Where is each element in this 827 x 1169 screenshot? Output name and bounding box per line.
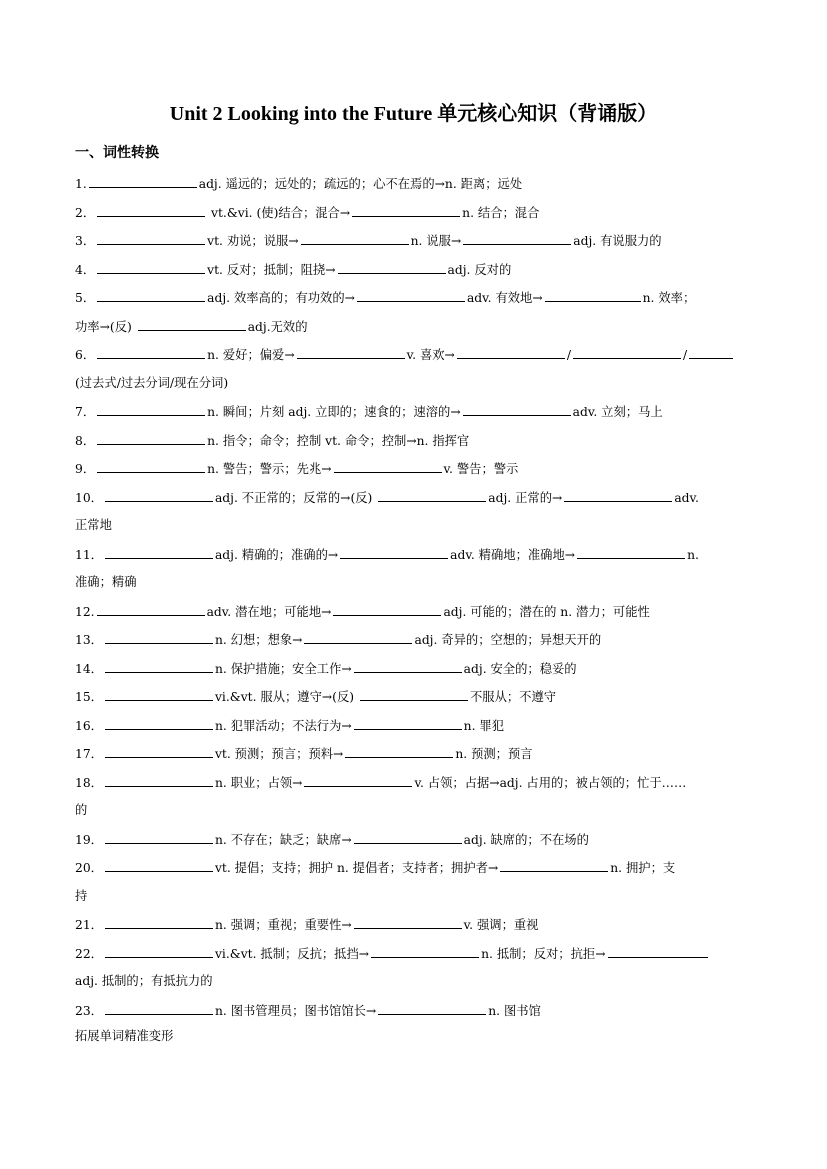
answer-blank[interactable] [304, 628, 412, 644]
answer-blank[interactable] [573, 343, 681, 359]
line-text: 4． [75, 262, 96, 277]
exercise-line [75, 885, 755, 914]
answer-blank[interactable] [333, 600, 441, 616]
line-text: n. 不存在；缺乏；缺席→ [214, 832, 352, 847]
answer-blank[interactable] [97, 201, 205, 217]
exercise-line [75, 771, 755, 800]
line-text: n. [687, 547, 699, 562]
line-text: n. 指令；命令；控制 vt. 命令；控制→n. 指挥官 [207, 433, 470, 448]
exercise-line [75, 999, 755, 1028]
exercise-line [75, 685, 755, 714]
line-text: 5． [75, 291, 96, 305]
answer-blank[interactable] [105, 486, 213, 502]
line-text: vt. 劝说；说服→ [207, 234, 299, 248]
line-text: adj. 有说服力的 [573, 234, 662, 248]
answer-blank[interactable] [352, 201, 460, 217]
answer-blank[interactable] [105, 856, 213, 872]
line-text: 1. [75, 177, 87, 191]
line-text: adj. 正常的→ [488, 490, 563, 505]
exercise-list [75, 172, 755, 1027]
answer-blank[interactable] [105, 714, 213, 730]
answer-blank[interactable] [354, 714, 462, 730]
answer-blank[interactable] [371, 942, 479, 958]
line-text: 7． [75, 405, 96, 419]
line-text: n. 图书管理员；图书馆馆长→ [214, 1003, 377, 1018]
line-text: 18． [75, 775, 103, 790]
line-text: vt. 提倡；支持；拥护 n. 提倡者；支持者；拥护者→ [214, 861, 499, 875]
answer-blank[interactable] [105, 657, 213, 673]
answer-blank[interactable] [138, 315, 246, 331]
line-text: 22． [75, 946, 103, 961]
answer-blank[interactable] [545, 286, 641, 302]
line-text: n. 犯罪活动；不法行为→ [214, 718, 352, 733]
answer-blank[interactable] [105, 999, 213, 1015]
line-text: 不服从；不遵守 [469, 690, 557, 704]
answer-blank[interactable] [97, 457, 205, 473]
line-text: adv. 有效地→ [466, 291, 543, 305]
line-text: 17． [75, 747, 103, 761]
answer-blank[interactable] [97, 229, 205, 245]
answer-blank[interactable] [334, 457, 442, 473]
line-text: 16． [75, 718, 103, 733]
line-text: n. 罪犯 [463, 718, 505, 733]
answer-blank[interactable] [338, 258, 446, 274]
exercise-line [75, 942, 755, 971]
line-text: (过去式/过去分词/现在分词) [75, 375, 229, 390]
line-text: n. 强调；重视；重要性→ [214, 918, 352, 932]
line-text: v. 喜欢→ [406, 348, 455, 362]
exercise-line [75, 486, 755, 515]
line-text: 20． [75, 861, 103, 875]
exercise-line [75, 799, 755, 828]
exercise-line [75, 913, 755, 942]
line-text: adj. 抵制的；有抵抗力的 [75, 974, 213, 988]
line-text: / [683, 348, 688, 362]
line-text: v. 占领；占据→adj. 占用的；被占领的；忙于…… [414, 775, 687, 790]
exercise-line [75, 343, 755, 372]
line-text: n. 说服→ [410, 234, 462, 248]
answer-blank[interactable] [354, 657, 462, 673]
answer-blank[interactable] [577, 543, 685, 559]
line-text: adv. 立刻；马上 [572, 405, 663, 419]
page-title: Unit 2 Looking into the Future 单元核心知识（背诵版） [169, 103, 658, 125]
line-text: 9． [75, 462, 96, 476]
line-text: 15． [75, 690, 103, 704]
answer-blank[interactable] [97, 343, 205, 359]
line-text: n. 爱好；偏爱→ [207, 348, 295, 362]
line-text: n. 幻想；想象→ [214, 633, 303, 647]
section-heading: 一、词性转换 [75, 145, 159, 161]
answer-blank[interactable] [354, 913, 462, 929]
line-text: adj. 可能的；潜在的 n. 潜力；可能性 [443, 604, 650, 619]
exercise-line [75, 628, 755, 657]
answer-blank[interactable] [457, 343, 565, 359]
answer-blank[interactable] [463, 400, 571, 416]
exercise-line [75, 258, 755, 287]
exercise-line [75, 543, 755, 572]
line-text: n. 保护措施；安全工作→ [214, 661, 352, 676]
answer-blank[interactable] [105, 942, 213, 958]
line-text: adj. 反对的 [447, 262, 512, 277]
line-text: n. 图书馆 [488, 1003, 541, 1018]
line-text: 12. [75, 604, 95, 619]
line-text: adj. 效率高的；有功效的→ [207, 291, 355, 305]
line-text: 功率→(反) [75, 319, 136, 334]
exercise-line [75, 571, 755, 600]
line-text: adj. 安全的；稳妥的 [463, 661, 577, 676]
answer-blank[interactable] [357, 286, 465, 302]
answer-blank[interactable] [378, 999, 486, 1015]
answer-blank[interactable] [345, 742, 453, 758]
line-text: adv. 潜在地；可能地→ [206, 604, 332, 619]
footer-label: 拓展单词精准变形 [75, 1029, 174, 1043]
line-text: 6． [75, 348, 96, 362]
line-text: adj. 精确的；准确的→ [214, 547, 339, 562]
line-text: n. 瞬间；片刻 adj. 立即的；速食的；速溶的→ [207, 405, 461, 419]
line-text: adv. 精确地；准确地→ [450, 547, 576, 562]
line-text: 8． [75, 433, 96, 448]
exercise-line [75, 315, 755, 344]
answer-blank[interactable] [105, 628, 213, 644]
line-text: 3． [75, 234, 96, 248]
answer-blank[interactable] [105, 543, 213, 559]
answer-blank[interactable] [340, 543, 448, 559]
answer-blank[interactable] [360, 685, 468, 701]
answer-blank[interactable] [378, 486, 486, 502]
exercise-line [75, 201, 755, 230]
line-text: 10． [75, 490, 103, 505]
answer-blank[interactable] [608, 942, 708, 958]
answer-blank[interactable] [105, 771, 213, 787]
answer-blank[interactable] [304, 771, 412, 787]
line-text: 持 [75, 888, 88, 903]
line-text: v. 强调；重视 [463, 918, 539, 932]
answer-blank[interactable] [301, 229, 409, 245]
line-text: v. 警告；警示 [443, 462, 519, 476]
line-text: 13． [75, 633, 103, 647]
line-text: n. 职业；占领→ [214, 775, 303, 790]
line-text: vi.&vt. 抵制；反抗；抵挡→ [214, 946, 370, 961]
line-text: n. 拥护；支 [610, 861, 676, 875]
line-text: n. 抵制；反对；抗拒→ [481, 946, 606, 961]
line-text: 11． [75, 547, 103, 562]
line-text: 2． [75, 205, 96, 220]
line-text: adj.无效的 [247, 319, 308, 334]
line-text: adj. 奇异的；空想的；异想天开的 [414, 633, 602, 647]
line-text: n. 警告；警示；先兆→ [207, 462, 332, 476]
exercise-line [75, 229, 755, 258]
line-text: vt. 反对；抵制；阻挠→ [207, 262, 336, 277]
line-text: 正常地 [75, 518, 112, 532]
line-text: adj. 缺席的；不在场的 [463, 832, 589, 847]
exercise-line [75, 600, 755, 629]
exercise-line [75, 856, 755, 885]
answer-blank[interactable] [105, 828, 213, 844]
line-text: n. 效率； [642, 291, 696, 305]
exercise-line [75, 457, 755, 486]
line-text: / [566, 348, 572, 362]
line-text: adj. 遥远的；远处的；疏远的；心不在焉的→n. 距离；远处 [198, 177, 523, 191]
answer-blank[interactable] [97, 286, 205, 302]
answer-blank[interactable] [105, 913, 213, 929]
answer-blank[interactable] [97, 258, 205, 274]
line-text: 19． [75, 832, 103, 847]
answer-blank[interactable] [105, 742, 213, 758]
line-text: 14． [75, 661, 103, 676]
line-text: 21． [75, 918, 103, 932]
exercise-line [75, 400, 755, 429]
answer-blank[interactable] [89, 172, 197, 188]
answer-blank[interactable] [354, 828, 462, 844]
line-text: vt. 预测；预言；预料→ [214, 747, 344, 761]
answer-blank[interactable] [689, 343, 733, 359]
exercise-line [75, 714, 755, 743]
answer-blank[interactable] [97, 600, 205, 616]
answer-blank[interactable] [564, 486, 672, 502]
line-text: 23． [75, 1003, 103, 1018]
exercise-line [75, 172, 755, 201]
exercise-line [75, 514, 755, 543]
answer-blank[interactable] [297, 343, 405, 359]
answer-blank[interactable] [105, 685, 213, 701]
line-text: adv. [674, 490, 699, 505]
answer-blank[interactable] [463, 229, 571, 245]
answer-blank[interactable] [97, 429, 205, 445]
exercise-line [75, 742, 755, 771]
answer-blank[interactable] [500, 856, 608, 872]
exercise-line [75, 657, 755, 686]
line-text: adj. 不正常的；反常的→(反) [214, 490, 377, 505]
line-text: 的 [75, 803, 88, 817]
exercise-line [75, 828, 755, 857]
line-text: vi.&vt. 服从；遵守→(反) [214, 690, 358, 704]
answer-blank[interactable] [97, 400, 205, 416]
line-text: n. 预测；预言 [455, 747, 533, 761]
exercise-line [75, 970, 755, 999]
line-text: 准确；精确 [75, 575, 137, 589]
line-text: n. 结合；混合 [462, 205, 540, 220]
exercise-line [75, 429, 755, 458]
line-text: vt.&vi. (使)结合；混合→ [207, 205, 351, 220]
exercise-line [75, 286, 755, 315]
exercise-line [75, 372, 755, 401]
